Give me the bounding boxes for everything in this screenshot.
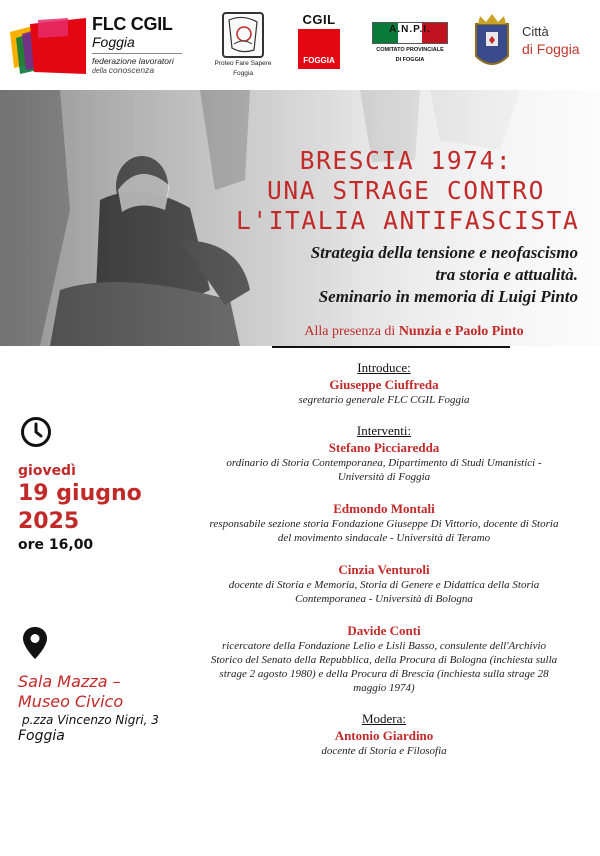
proteo-city: Foggia (233, 70, 253, 77)
subtitle-line-3: Seminario in memoria di Luigi Pinto (318, 287, 578, 306)
presence-line (254, 324, 574, 340)
location-pin-icon (22, 626, 48, 660)
presence-names: Nunzia e Paolo Pinto (398, 324, 524, 339)
speaker-name: Edmondo Montali (333, 501, 435, 516)
introducer-desc: segretario generale FLC CGIL Foggia (298, 394, 470, 406)
cgil-foggia-logo (296, 12, 342, 69)
event-date-line-1: 19 giugno (18, 481, 142, 506)
subtitle (218, 242, 578, 308)
speaker-desc-line: strage 2 agosto 1980) e della Procura di Brescia (inchiesta sulla strage 28 (219, 668, 549, 680)
speaker-desc-line: Storico del Senato della Repubblica, della Procura di Bologna (inchiesta sulla (210, 654, 558, 666)
speaker-desc-line: docente di Storia e Memoria, Storia di Genere e Didattica della Storia (228, 579, 540, 591)
speaker-block (182, 561, 586, 606)
event-venue (18, 672, 159, 745)
event-time: ore 16,00 (18, 537, 94, 553)
speaker-desc-line: del movimento sindacale - Università di Teramo (277, 532, 491, 544)
interventi-label: Interventi: (356, 423, 412, 438)
cgil-word: CGIL (302, 12, 336, 27)
anpi-word: A.N.P.I. (389, 24, 431, 35)
program (182, 360, 586, 774)
clock-icon (20, 416, 52, 448)
anpi-logo (372, 22, 448, 64)
event-date-line-2: 2025 (18, 509, 80, 534)
speaker-block (182, 500, 586, 545)
comune-foggia-logo (522, 24, 580, 58)
flc-city: Foggia (92, 34, 135, 50)
flc-cgil-logo-mark (8, 16, 88, 76)
proteo-logo (208, 12, 278, 78)
proteo-emblem-icon (222, 12, 264, 58)
logo-bar (0, 0, 600, 90)
photo-banner (0, 90, 600, 346)
comune-line-2: di Foggia (522, 41, 580, 57)
proteo-name: Proteo Fare Sapere (214, 60, 272, 67)
moderator-block (182, 711, 586, 758)
speaker-desc-line: ordinario di Storia Contemporanea, Dipartimento di Studi Umanistici - (226, 457, 542, 469)
flc-title: FLC CGIL (92, 14, 173, 34)
event-datetime (18, 462, 142, 554)
speaker-desc-line: responsabile sezione storia Fondazione Giuseppe Di Vittorio, docente di Storia (209, 518, 559, 530)
venue-address: p.zza Vincenzo Nigri, 3 (22, 713, 159, 727)
presence-prefix: Alla presenza di (304, 324, 396, 339)
modera-label: Modera: (361, 711, 407, 726)
headline (236, 146, 580, 236)
speaker-block (182, 423, 586, 484)
subtitle-line-1: Strategia della tensione e neofascismo (310, 243, 578, 262)
anpi-caption-1: COMITATO PROVINCIALE (376, 47, 444, 53)
introducer-name: Giuseppe Ciuffreda (329, 377, 439, 392)
introduce-label: Introduce: (357, 360, 411, 375)
moderator-name: Antonio Giardino (334, 728, 434, 743)
venue-line-2: Museo Civico (18, 692, 124, 711)
speaker-desc-line: maggio 1974) (353, 682, 415, 694)
flc-subtitle-2b: conoscenza (108, 65, 155, 75)
moderator-desc: docente di Storia e Filosofia (321, 745, 447, 757)
flc-cgil-logo-text (92, 14, 192, 76)
flc-subtitle: federazione lavoratori (92, 56, 174, 66)
cgil-city: FOGGIA (303, 56, 335, 65)
flc-subtitle-2a: della (92, 68, 107, 75)
presence-divider (272, 346, 510, 348)
anpi-caption-2: DI FOGGIA (395, 57, 425, 63)
speaker-name: Davide Conti (347, 623, 421, 638)
headline-line-3: L'ITALIA ANTIFASCISTA (236, 206, 580, 235)
venue-city: Foggia (18, 728, 65, 744)
subtitle-line-2: tra storia e attualità. (435, 265, 578, 284)
cgil-red-block (298, 29, 340, 69)
city-crest-icon (470, 10, 514, 80)
introduce-block (182, 360, 586, 407)
headline-line-2: UNA STRAGE CONTRO (267, 176, 545, 205)
flc-divider (92, 53, 182, 54)
venue-line-1: Sala Mazza – (18, 672, 121, 691)
speaker-desc-line: Contemporanea - Università di Bologna (295, 593, 473, 605)
speaker-name: Stefano Picciaredda (328, 440, 440, 455)
speaker-block (182, 622, 586, 695)
event-day: giovedì (18, 463, 76, 479)
speaker-desc-line: Università di Foggia (337, 471, 431, 483)
speaker-name: Cinzia Venturoli (338, 562, 430, 577)
comune-line-1: Città (522, 24, 549, 39)
flc-subtitle-2 (92, 66, 192, 76)
speaker-desc-line: ricercatore della Fondazione Lelio e Lisli Basso, consulente dell'Archivio (221, 640, 547, 652)
headline-line-1: BRESCIA 1974: (299, 146, 513, 175)
